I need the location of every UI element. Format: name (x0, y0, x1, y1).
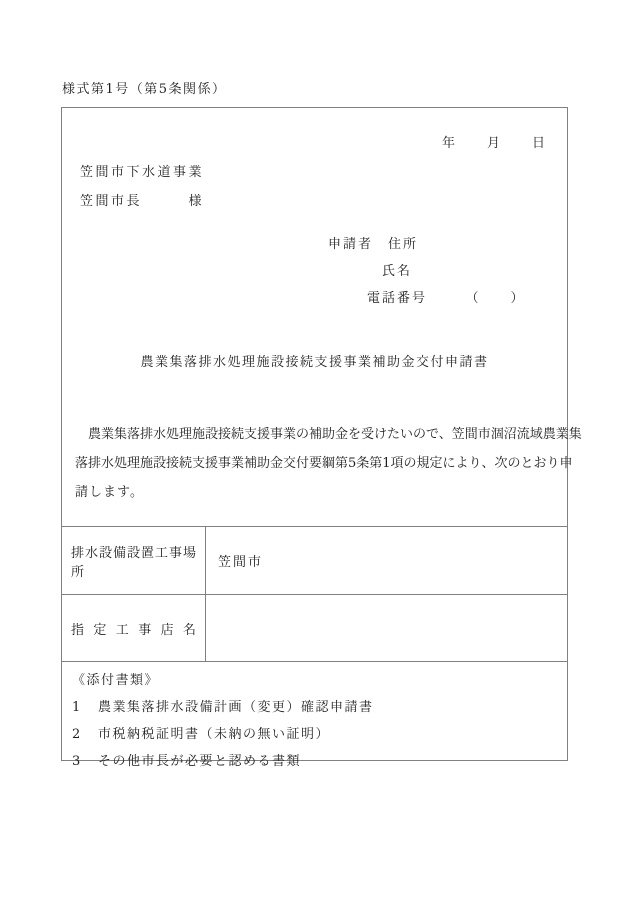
attachment-item-text: 農業集落排水設備計画（変更）確認申請書 (98, 700, 374, 715)
table-row (62, 527, 567, 594)
paragraph-line: 落排水処理施設接続支援事業補助金交付要綱第5条第1項の規定により、次のとおり申 (75, 456, 573, 471)
attachment-item-number: 3 (72, 754, 82, 769)
paragraph-line: 農業集落排水処理施設接続支援事業の補助金を受けたいので、笠間市涸沼流域農業集 (75, 427, 582, 442)
attachment-item-number: 1 (72, 700, 82, 715)
applicant-phone-line: 電話番号 （ ） (367, 291, 526, 306)
work-site-value-cell: 笠間市 (218, 555, 264, 570)
form-border-box (61, 107, 582, 769)
applicant-block (328, 231, 526, 312)
attachment-item (72, 694, 557, 721)
contractor-label-cell (62, 595, 206, 662)
addressee-mayor: 笠間市長 様 (80, 194, 205, 209)
document-title: 農業集落排水処理施設接続支援事業補助金交付申請書 (140, 355, 489, 370)
form-table (62, 526, 567, 662)
attachments-section (62, 661, 567, 769)
date-line: 年 月 日 (441, 136, 547, 151)
applicant-name-line: 氏名 (382, 264, 413, 279)
attachment-item (72, 748, 557, 775)
attachment-item-number: 2 (72, 727, 82, 742)
attachment-item (72, 721, 557, 748)
paragraph-line: 請します。 (75, 485, 144, 500)
applicant-address-line: 申請者 住所 (328, 237, 419, 252)
attachments-heading: 《添付書類》 (72, 673, 160, 688)
attachment-item-text: その他市長が必要と認める書類 (98, 754, 302, 769)
table-row (62, 594, 567, 662)
addressee-organization: 笠間市下水道事業 (80, 165, 205, 180)
body-paragraph (75, 420, 582, 507)
attachment-item-text: 市税納税証明書（未納の無い証明） (98, 727, 331, 742)
work-site-label: 排水設備設置工事場所 (71, 545, 196, 580)
work-site-label-cell (62, 527, 206, 594)
contractor-label: 指定工事店名 (71, 623, 196, 638)
form-number-label: 様式第1号（第5条関係） (62, 82, 227, 97)
contractor-value-cell (206, 595, 567, 662)
